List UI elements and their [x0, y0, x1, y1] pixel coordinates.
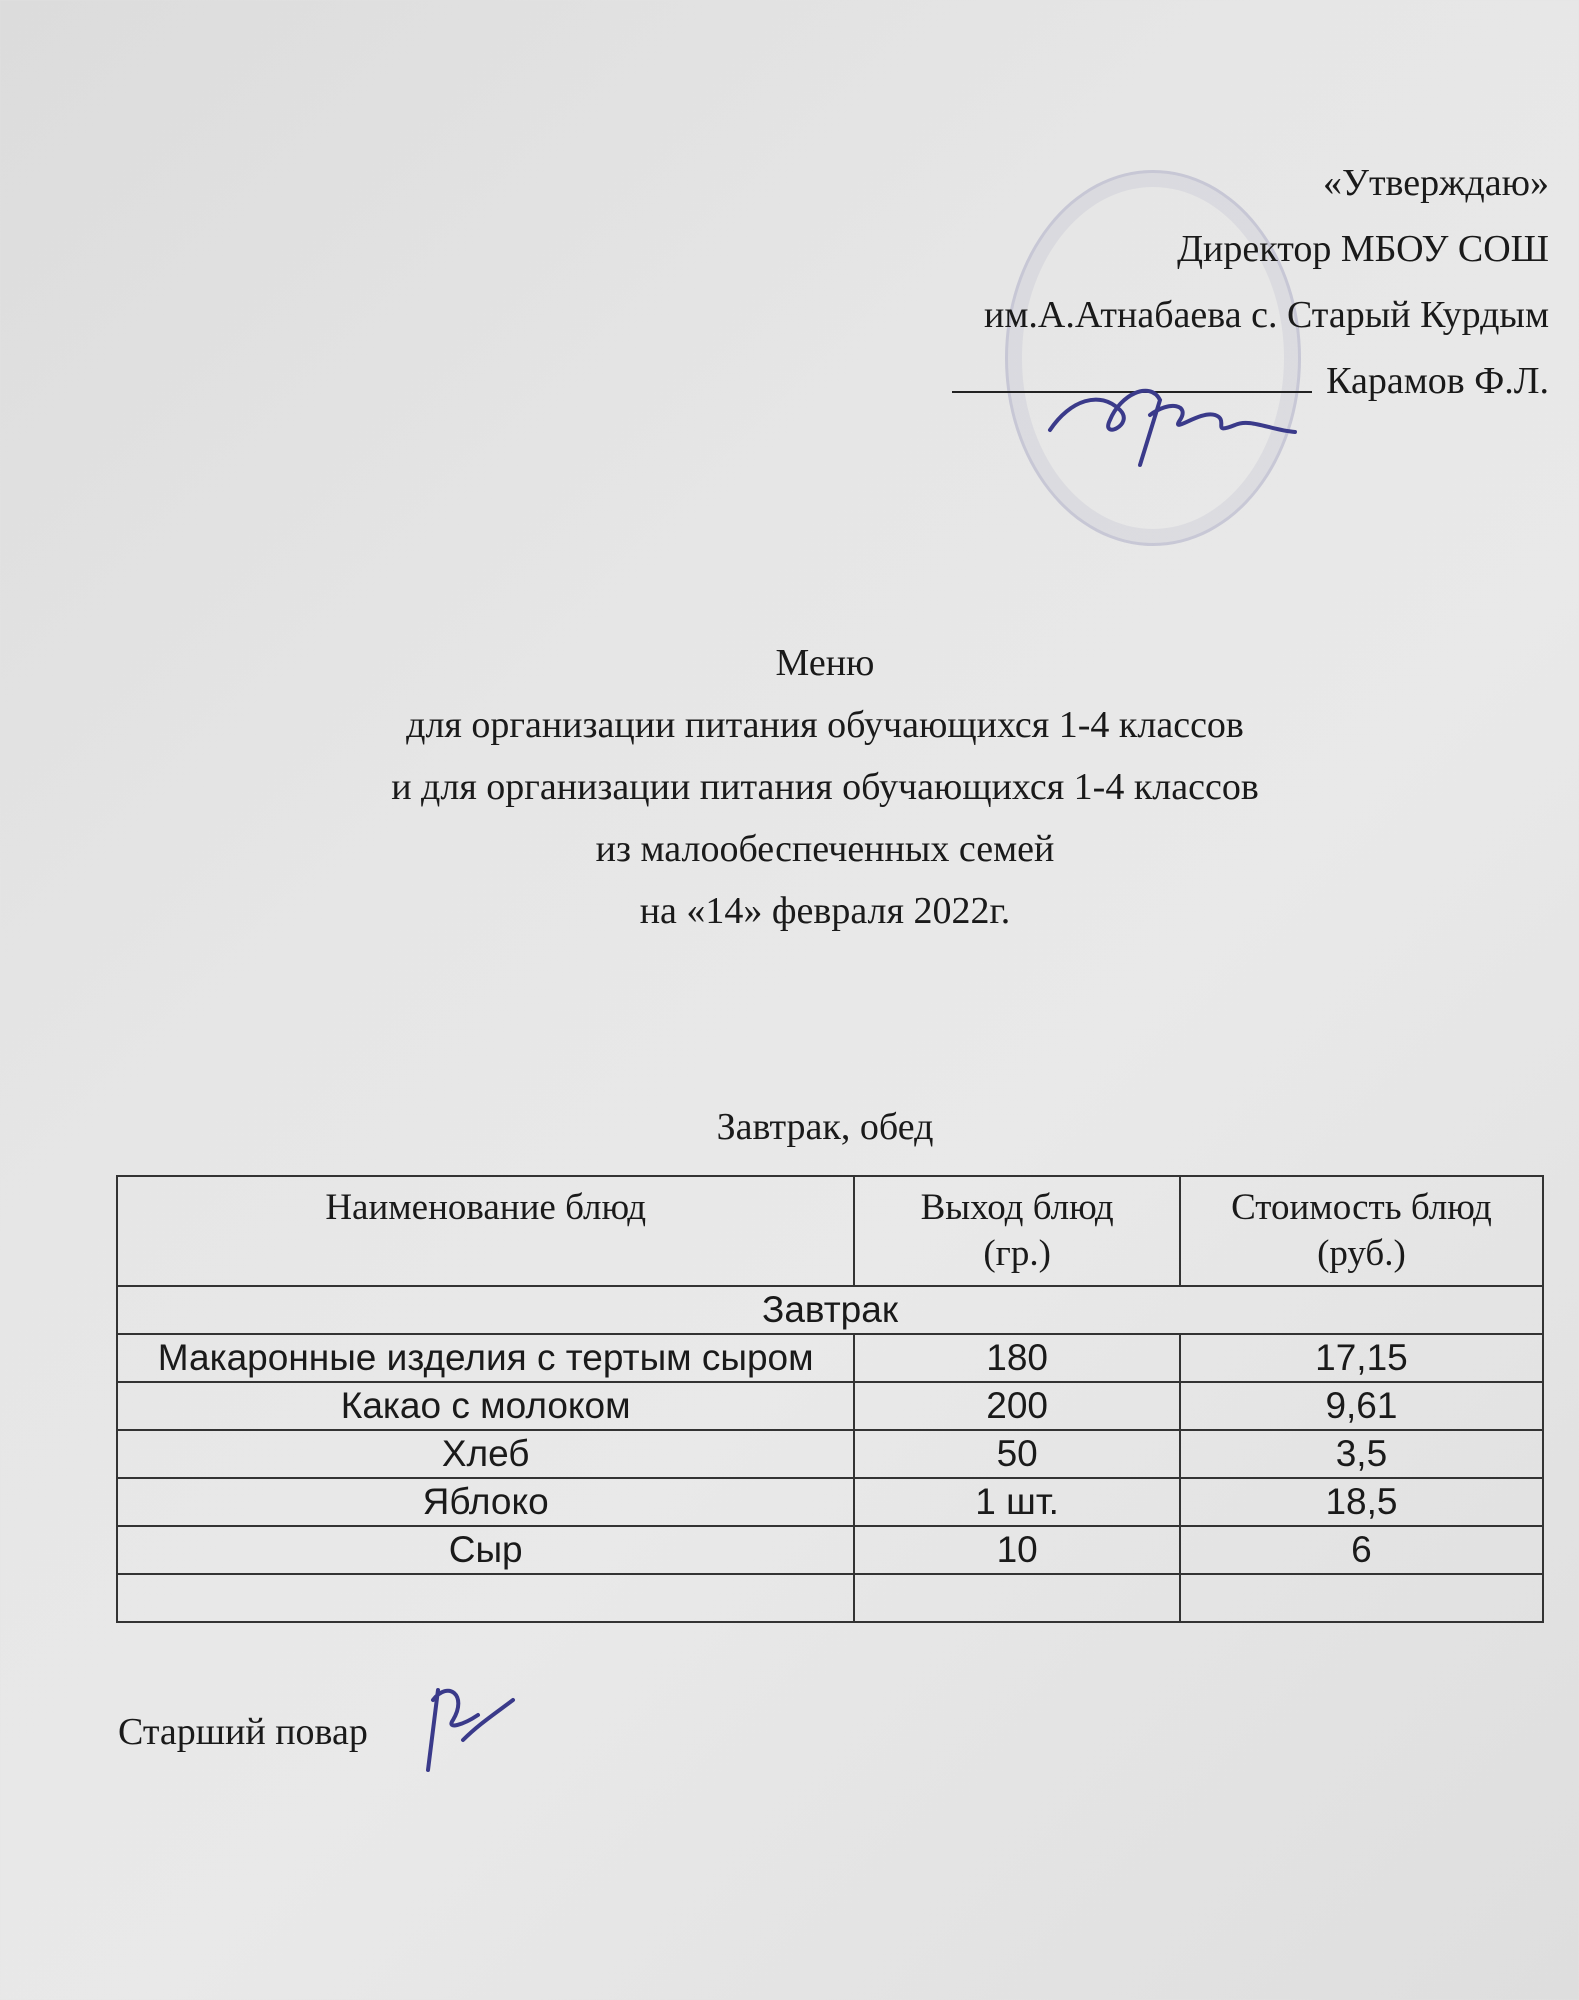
dish-name: Макаронные изделия с тертым сыром	[117, 1334, 854, 1382]
section-label: Завтрак	[117, 1286, 1543, 1334]
header-cost	[1180, 1176, 1543, 1286]
approval-signature-line	[649, 348, 1549, 414]
approval-position: Директор МБОУ СОШ	[1177, 228, 1549, 270]
menu-table	[116, 1175, 1544, 1623]
table-header-row	[117, 1176, 1543, 1286]
header-cost-line2: (руб.)	[1317, 1233, 1406, 1274]
dish-name: Сыр	[117, 1526, 854, 1574]
dish-name: Хлеб	[117, 1430, 854, 1478]
menu-subtitle-1: для организации питания обучающихся 1-4 классов	[406, 704, 1244, 746]
menu-date: на «14» февраля 2022г.	[639, 890, 1011, 932]
dish-yield: 10	[854, 1526, 1180, 1574]
meal-heading: Завтрак, обед	[716, 1106, 934, 1148]
dish-name: Какао с молоком	[117, 1382, 854, 1430]
table-row	[117, 1526, 1543, 1574]
header-cost-line1: Стоимость блюд	[1231, 1187, 1492, 1228]
signature-underline	[952, 361, 1312, 393]
table-row	[117, 1334, 1543, 1382]
table-row	[117, 1430, 1543, 1478]
approval-heading: «Утверждаю»	[1323, 162, 1549, 204]
menu-title-block	[0, 632, 1579, 942]
header-yield	[854, 1176, 1180, 1286]
cook-label: Старший повар	[118, 1711, 368, 1753]
menu-subtitle-3: из малообеспеченных семей	[595, 828, 1055, 870]
dish-yield: 200	[854, 1382, 1180, 1430]
dish-yield	[854, 1574, 1180, 1622]
dish-cost: 18,5	[1180, 1478, 1543, 1526]
dish-yield: 1 шт.	[854, 1478, 1180, 1526]
dish-yield: 180	[854, 1334, 1180, 1382]
dish-cost: 17,15	[1180, 1334, 1543, 1382]
table-row-empty	[117, 1574, 1543, 1622]
dish-name: Яблоко	[117, 1478, 854, 1526]
cook-signature	[408, 1670, 518, 1780]
dish-yield: 50	[854, 1430, 1180, 1478]
approval-school: им.А.Атнабаева с. Старый Курдым	[984, 294, 1549, 336]
menu-title: Меню	[775, 642, 875, 684]
header-yield-line2: (гр.)	[983, 1233, 1051, 1274]
dish-cost: 9,61	[1180, 1382, 1543, 1430]
dish-name	[117, 1574, 854, 1622]
dish-cost: 6	[1180, 1526, 1543, 1574]
table-row	[117, 1478, 1543, 1526]
dish-cost	[1180, 1574, 1543, 1622]
table-section-row	[117, 1286, 1543, 1334]
dish-cost: 3,5	[1180, 1430, 1543, 1478]
menu-subtitle-2: и для организации питания обучающихся 1-4 классов	[391, 766, 1259, 808]
table-row	[117, 1382, 1543, 1430]
header-yield-line1: Выход блюд	[920, 1187, 1114, 1228]
header-dish-name: Наименование блюд	[117, 1176, 854, 1286]
approval-block	[649, 150, 1549, 414]
approval-director-name: Карамов Ф.Л.	[1326, 360, 1549, 402]
